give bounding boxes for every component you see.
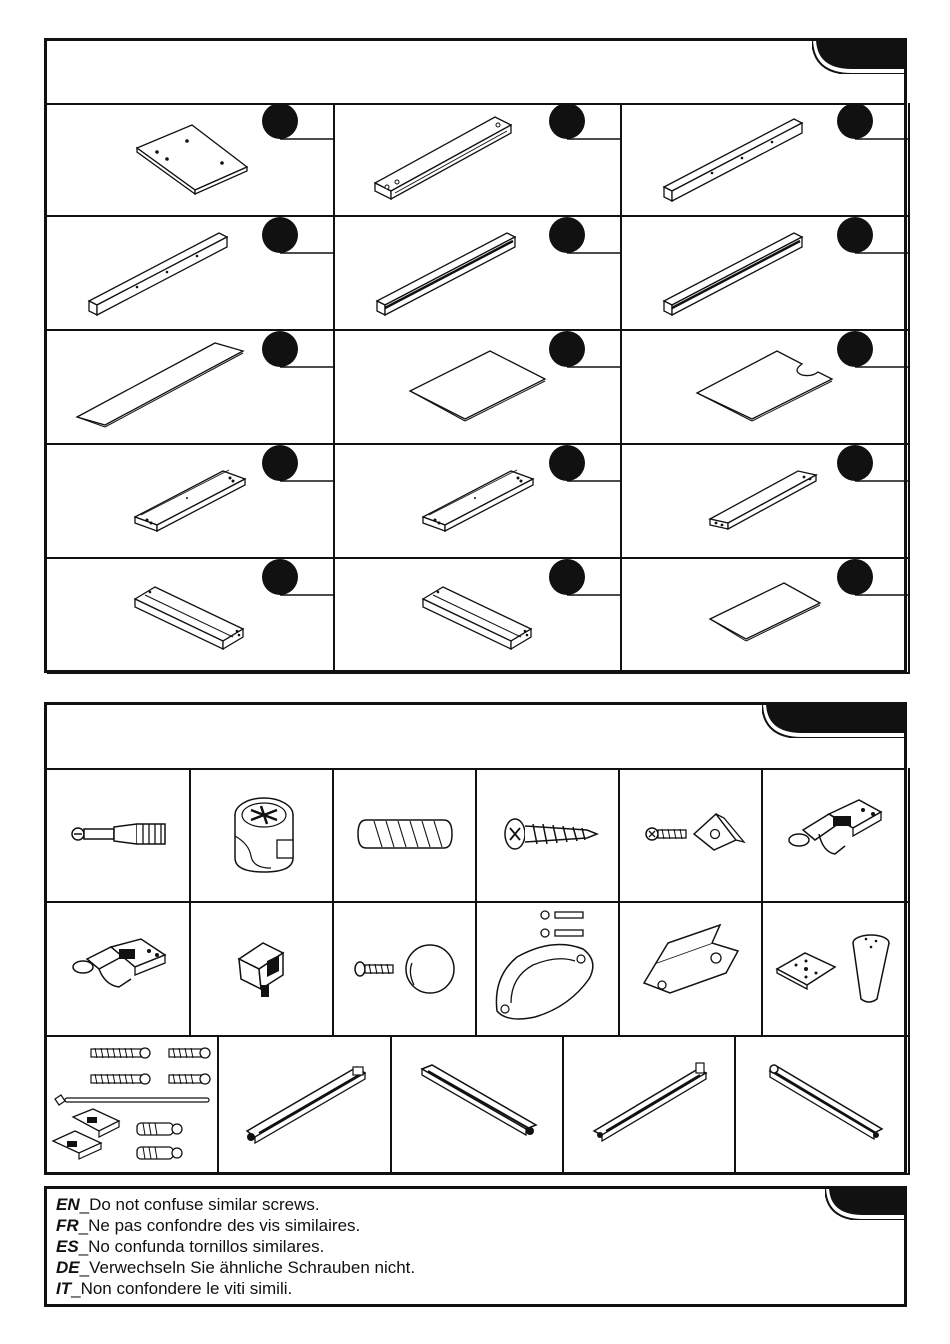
notched-panel-icon bbox=[622, 331, 910, 445]
hardware-cell bbox=[763, 768, 910, 903]
hinge-icon bbox=[47, 903, 191, 1037]
notice-panel bbox=[44, 1186, 907, 1307]
parts-header bbox=[47, 41, 904, 105]
part-cell bbox=[335, 217, 622, 331]
hinge-icon bbox=[763, 768, 910, 903]
language-code: FR bbox=[56, 1216, 79, 1235]
hardware-cell bbox=[47, 903, 191, 1037]
part-cell bbox=[335, 103, 622, 217]
part-cell bbox=[335, 559, 622, 674]
part-cell bbox=[335, 445, 622, 559]
long-rail-icon bbox=[335, 103, 622, 217]
hardware-cell bbox=[477, 768, 620, 903]
hardware-header bbox=[47, 705, 904, 770]
notice-line-es: ES_No confunda tornillos similares. bbox=[56, 1237, 325, 1256]
thin-panel-icon bbox=[47, 331, 335, 445]
language-code: EN bbox=[56, 1195, 80, 1214]
angle-bracket-icon bbox=[620, 903, 763, 1037]
back-panel-icon bbox=[335, 331, 622, 445]
cam-lock-icon bbox=[191, 768, 334, 903]
notice-message: Ne pas confondre des vis similaires. bbox=[88, 1216, 361, 1235]
drawer-side-icon bbox=[47, 445, 335, 559]
hardware-cell bbox=[219, 1037, 392, 1175]
hardware-cell bbox=[564, 1037, 736, 1175]
long-rail-icon bbox=[622, 103, 910, 217]
hardware-cell bbox=[620, 768, 763, 903]
part-cell bbox=[622, 331, 910, 445]
cam-bolt-icon bbox=[47, 768, 191, 903]
part-cell bbox=[47, 445, 335, 559]
notice-line-de: DE_Verwechseln Sie ähnliche Schrauben nicht. bbox=[56, 1258, 416, 1277]
language-code: DE bbox=[56, 1258, 80, 1277]
part-cell bbox=[335, 331, 622, 445]
panel-tab bbox=[825, 1186, 907, 1220]
part-cell bbox=[622, 559, 910, 674]
notice-message: Verwechseln Sie ähnliche Schrauben nicht. bbox=[89, 1258, 416, 1277]
drawer-slide-icon bbox=[564, 1037, 736, 1175]
drawer-front-icon bbox=[335, 559, 622, 674]
screw-bracket-icon bbox=[620, 768, 763, 903]
part-cell bbox=[47, 331, 335, 445]
small-panel-icon bbox=[47, 103, 335, 217]
drawer-end-icon bbox=[622, 445, 910, 559]
language-code: ES bbox=[56, 1237, 79, 1256]
notice-message: No confunda tornillos similares. bbox=[88, 1237, 325, 1256]
hardware-cell bbox=[47, 1037, 219, 1175]
hardware-cell bbox=[620, 903, 763, 1037]
part-cell bbox=[622, 445, 910, 559]
grooved-rail-icon bbox=[335, 217, 622, 331]
grooved-rail-icon bbox=[622, 217, 910, 331]
screw-set-icon bbox=[47, 1037, 219, 1175]
hardware-cell bbox=[392, 1037, 564, 1175]
wood-screw-icon bbox=[477, 768, 620, 903]
part-cell bbox=[622, 217, 910, 331]
part-cell bbox=[47, 103, 335, 217]
knob-screw-icon bbox=[334, 903, 477, 1037]
tapered-leg-icon bbox=[763, 903, 910, 1037]
wooden-dowel-icon bbox=[334, 768, 477, 903]
language-code: IT bbox=[56, 1279, 72, 1298]
notice-line-it: IT_Non confondere le viti simili. bbox=[56, 1279, 293, 1298]
notice-message: Do not confuse similar screws. bbox=[89, 1195, 320, 1214]
notice-text bbox=[56, 1194, 415, 1299]
hardware-cell bbox=[334, 903, 477, 1037]
part-cell bbox=[622, 103, 910, 217]
notice-line-fr: FR_Ne pas confondre des vis similaires. bbox=[56, 1216, 361, 1235]
hardware-cell bbox=[47, 768, 191, 903]
notice-line-en: EN_Do not confuse similar screws. bbox=[56, 1195, 320, 1214]
hardware-cell bbox=[191, 768, 334, 903]
part-cell bbox=[47, 559, 335, 674]
cup-handle-icon bbox=[477, 903, 620, 1037]
wood-parts-panel bbox=[44, 38, 907, 673]
drawer-front-icon bbox=[47, 559, 335, 674]
hardware-cell bbox=[191, 903, 334, 1037]
hardware-cell bbox=[763, 903, 910, 1037]
long-rail-icon bbox=[47, 217, 335, 331]
notice-message: Non confondere le viti simili. bbox=[80, 1279, 293, 1298]
hardware-cell bbox=[736, 1037, 910, 1175]
drawer-bottom-icon bbox=[622, 559, 910, 674]
hardware-cell bbox=[334, 768, 477, 903]
hardware-cell bbox=[477, 903, 620, 1037]
drawer-slide-icon bbox=[736, 1037, 910, 1175]
drawer-slide-icon bbox=[392, 1037, 564, 1175]
drawer-side-icon bbox=[335, 445, 622, 559]
shelf-support-icon bbox=[191, 903, 334, 1037]
part-cell bbox=[47, 217, 335, 331]
hardware-panel bbox=[44, 702, 907, 1175]
drawer-slide-icon bbox=[219, 1037, 392, 1175]
